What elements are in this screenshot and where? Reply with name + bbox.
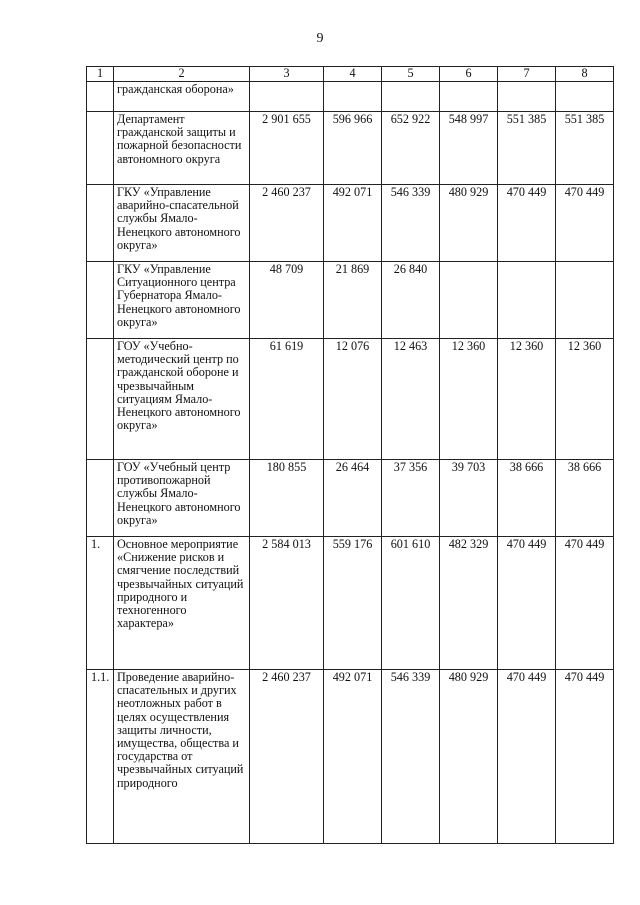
header-cell-2: 2	[114, 67, 250, 82]
value-col-5-cell	[382, 82, 440, 112]
table-row	[87, 460, 614, 537]
table-row	[87, 537, 614, 670]
header-cell-7: 7	[498, 67, 556, 82]
value-col-6-cell: 480 929	[440, 185, 498, 262]
value-col-6-cell	[440, 262, 498, 339]
budget-table	[86, 66, 614, 844]
header-cell-4: 4	[324, 67, 382, 82]
value-col-7-cell: 12 360	[498, 339, 556, 460]
row-name-cell: гражданская оборона»	[114, 82, 250, 112]
row-index-cell: 1.	[87, 537, 114, 670]
value-col-7-cell: 470 449	[498, 537, 556, 670]
row-name-cell: Департамент гражданской защиты и пожарной безопасности автономного округа	[114, 112, 250, 185]
value-col-3-cell: 180 855	[250, 460, 324, 537]
row-index-cell	[87, 82, 114, 112]
value-col-6-cell: 480 929	[440, 670, 498, 844]
row-index-cell	[87, 112, 114, 185]
value-col-6-cell: 548 997	[440, 112, 498, 185]
value-col-3-cell: 2 460 237	[250, 670, 324, 844]
value-col-7-cell	[498, 262, 556, 339]
value-col-4-cell: 21 869	[324, 262, 382, 339]
value-col-5-cell: 601 610	[382, 537, 440, 670]
row-name-cell: ГОУ «Учебно-методический центр по гражданской обороне и чрезвычайным ситуациям Ямало-Ненецкого автономного округа»	[114, 339, 250, 460]
row-index-cell	[87, 339, 114, 460]
value-col-4-cell: 492 071	[324, 670, 382, 844]
header-cell-6: 6	[440, 67, 498, 82]
value-col-5-cell: 37 356	[382, 460, 440, 537]
value-col-3-cell: 2 460 237	[250, 185, 324, 262]
value-col-8-cell: 551 385	[556, 112, 614, 185]
value-col-8-cell: 38 666	[556, 460, 614, 537]
value-col-6-cell: 482 329	[440, 537, 498, 670]
value-col-3-cell: 2 584 013	[250, 537, 324, 670]
value-col-7-cell	[498, 82, 556, 112]
header-cell-8: 8	[556, 67, 614, 82]
value-col-5-cell: 26 840	[382, 262, 440, 339]
value-col-8-cell: 470 449	[556, 670, 614, 844]
value-col-8-cell: 470 449	[556, 185, 614, 262]
table-header-row	[87, 67, 614, 82]
row-name-cell: ГКУ «Управление аварийно-спасательной службы Ямало-Ненецкого автономного округа»	[114, 185, 250, 262]
value-col-7-cell: 470 449	[498, 185, 556, 262]
value-col-4-cell: 596 966	[324, 112, 382, 185]
value-col-3-cell	[250, 82, 324, 112]
value-col-7-cell: 551 385	[498, 112, 556, 185]
value-col-5-cell: 652 922	[382, 112, 440, 185]
row-name-cell: ГОУ «Учебный центр противопожарной службы Ямало-Ненецкого автономного округа»	[114, 460, 250, 537]
row-index-cell	[87, 460, 114, 537]
value-col-6-cell: 39 703	[440, 460, 498, 537]
header-cell-5: 5	[382, 67, 440, 82]
table-row	[87, 112, 614, 185]
value-col-5-cell: 546 339	[382, 185, 440, 262]
table-row	[87, 185, 614, 262]
table-row	[87, 262, 614, 339]
value-col-3-cell: 61 619	[250, 339, 324, 460]
value-col-3-cell: 48 709	[250, 262, 324, 339]
value-col-5-cell: 546 339	[382, 670, 440, 844]
value-col-5-cell: 12 463	[382, 339, 440, 460]
table-row	[87, 82, 614, 112]
value-col-4-cell: 12 076	[324, 339, 382, 460]
row-name-cell: Основное мероприятие «Снижение рисков и смягчение последствий чрезвычайных ситуаций природного и техногенного характера»	[114, 537, 250, 670]
page-number: 9	[316, 31, 324, 46]
header-cell-3: 3	[250, 67, 324, 82]
value-col-4-cell	[324, 82, 382, 112]
value-col-4-cell: 26 464	[324, 460, 382, 537]
row-index-cell	[87, 185, 114, 262]
row-index-cell: 1.1.	[87, 670, 114, 844]
table-row	[87, 670, 614, 844]
row-name-cell: Проведение аварийно-спасательных и других неотложных работ в целях осуществления защиты личности, имущества, общества и государства от чрезвычайных ситуаций природного	[114, 670, 250, 844]
value-col-8-cell: 12 360	[556, 339, 614, 460]
value-col-3-cell: 2 901 655	[250, 112, 324, 185]
value-col-4-cell: 559 176	[324, 537, 382, 670]
table-row	[87, 339, 614, 460]
value-col-6-cell	[440, 82, 498, 112]
row-name-cell: ГКУ «Управление Ситуационного центра Губернатора Ямало-Ненецкого автономного округа»	[114, 262, 250, 339]
value-col-8-cell	[556, 82, 614, 112]
value-col-8-cell	[556, 262, 614, 339]
value-col-8-cell: 470 449	[556, 537, 614, 670]
value-col-4-cell: 492 071	[324, 185, 382, 262]
value-col-6-cell: 12 360	[440, 339, 498, 460]
value-col-7-cell: 470 449	[498, 670, 556, 844]
header-cell-1: 1	[87, 67, 114, 82]
value-col-7-cell: 38 666	[498, 460, 556, 537]
row-index-cell	[87, 262, 114, 339]
